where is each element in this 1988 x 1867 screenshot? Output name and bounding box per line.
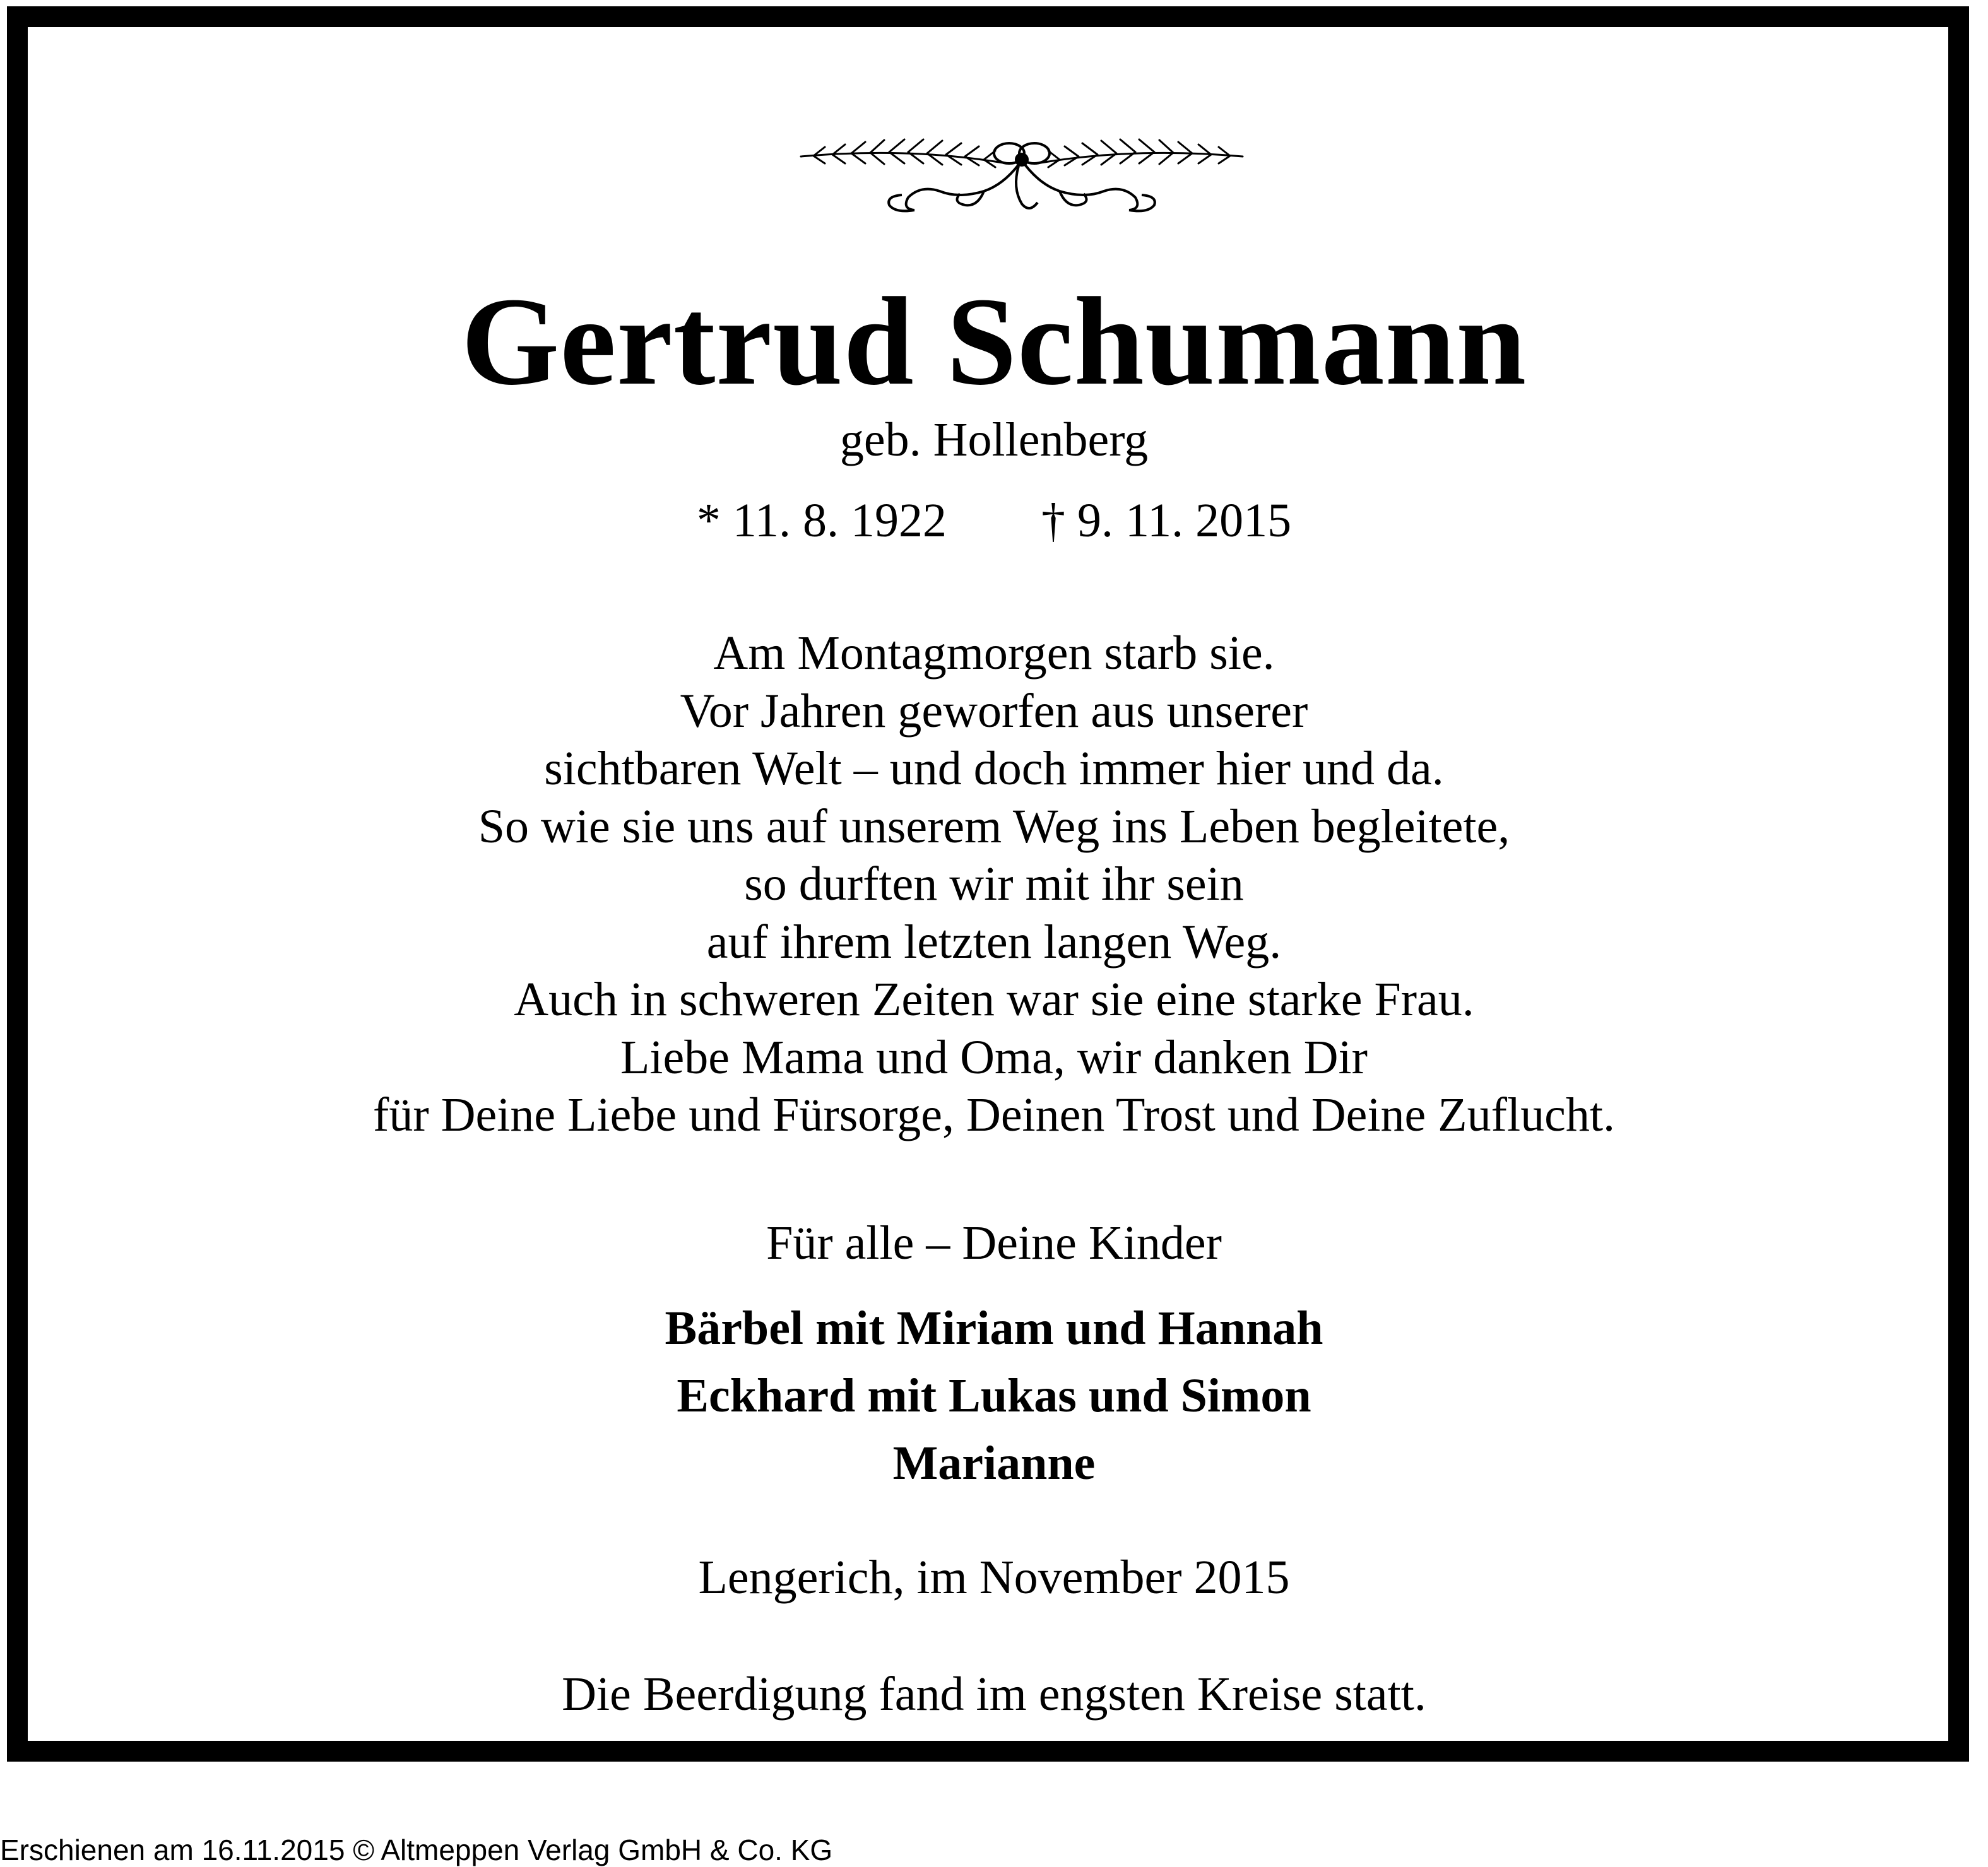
child-name: Eckhard mit Lukas und Simon — [677, 1369, 1311, 1422]
poem — [0, 625, 1988, 1145]
children-intro: Für alle – Deine Kinder — [766, 1216, 1222, 1269]
poem-line: So wie sie uns auf unserem Weg ins Leben begleitete, — [478, 799, 1510, 853]
child-name: Marianne — [892, 1437, 1096, 1490]
poem-line: Vor Jahren geworfen aus unserer — [680, 684, 1308, 738]
children-list — [0, 1295, 1988, 1497]
poem-line: für Deine Liebe und Fürsorge, Deinen Trost und Deine Zuflucht. — [373, 1088, 1615, 1141]
child-name: Bärbel mit Miriam und Hannah — [665, 1302, 1323, 1355]
life-dates — [0, 492, 1988, 549]
poem-line: Auch in schweren Zeiten war sie eine starke Frau. — [514, 973, 1474, 1026]
maiden-name: geb. Hollenberg — [839, 413, 1149, 466]
poem-line: sichtbaren Welt – und doch immer hier und da. — [544, 742, 1444, 795]
deceased-name: Gertrud Schumann — [461, 272, 1527, 411]
birth-date: * 11. 8. 1922 — [696, 494, 947, 547]
death-date: † 9. 11. 2015 — [1041, 494, 1292, 547]
place-date: Lengerich, im November 2015 — [698, 1551, 1290, 1604]
poem-line: auf ihrem letzten langen Weg. — [706, 915, 1282, 969]
publication-footer: Erschienen am 16.11.2015 © Altmeppen Verlag GmbH & Co. KG — [0, 1834, 833, 1866]
poem-line: Liebe Mama und Oma, wir danken Dir — [620, 1030, 1368, 1084]
funeral-note: Die Beerdigung fand im engsten Kreise statt. — [562, 1668, 1426, 1721]
poem-line: so durften wir mit ihr sein — [744, 857, 1244, 910]
palm-branches-with-bow-icon — [795, 128, 1249, 216]
poem-line: Am Montagmorgen starb sie. — [713, 627, 1275, 680]
